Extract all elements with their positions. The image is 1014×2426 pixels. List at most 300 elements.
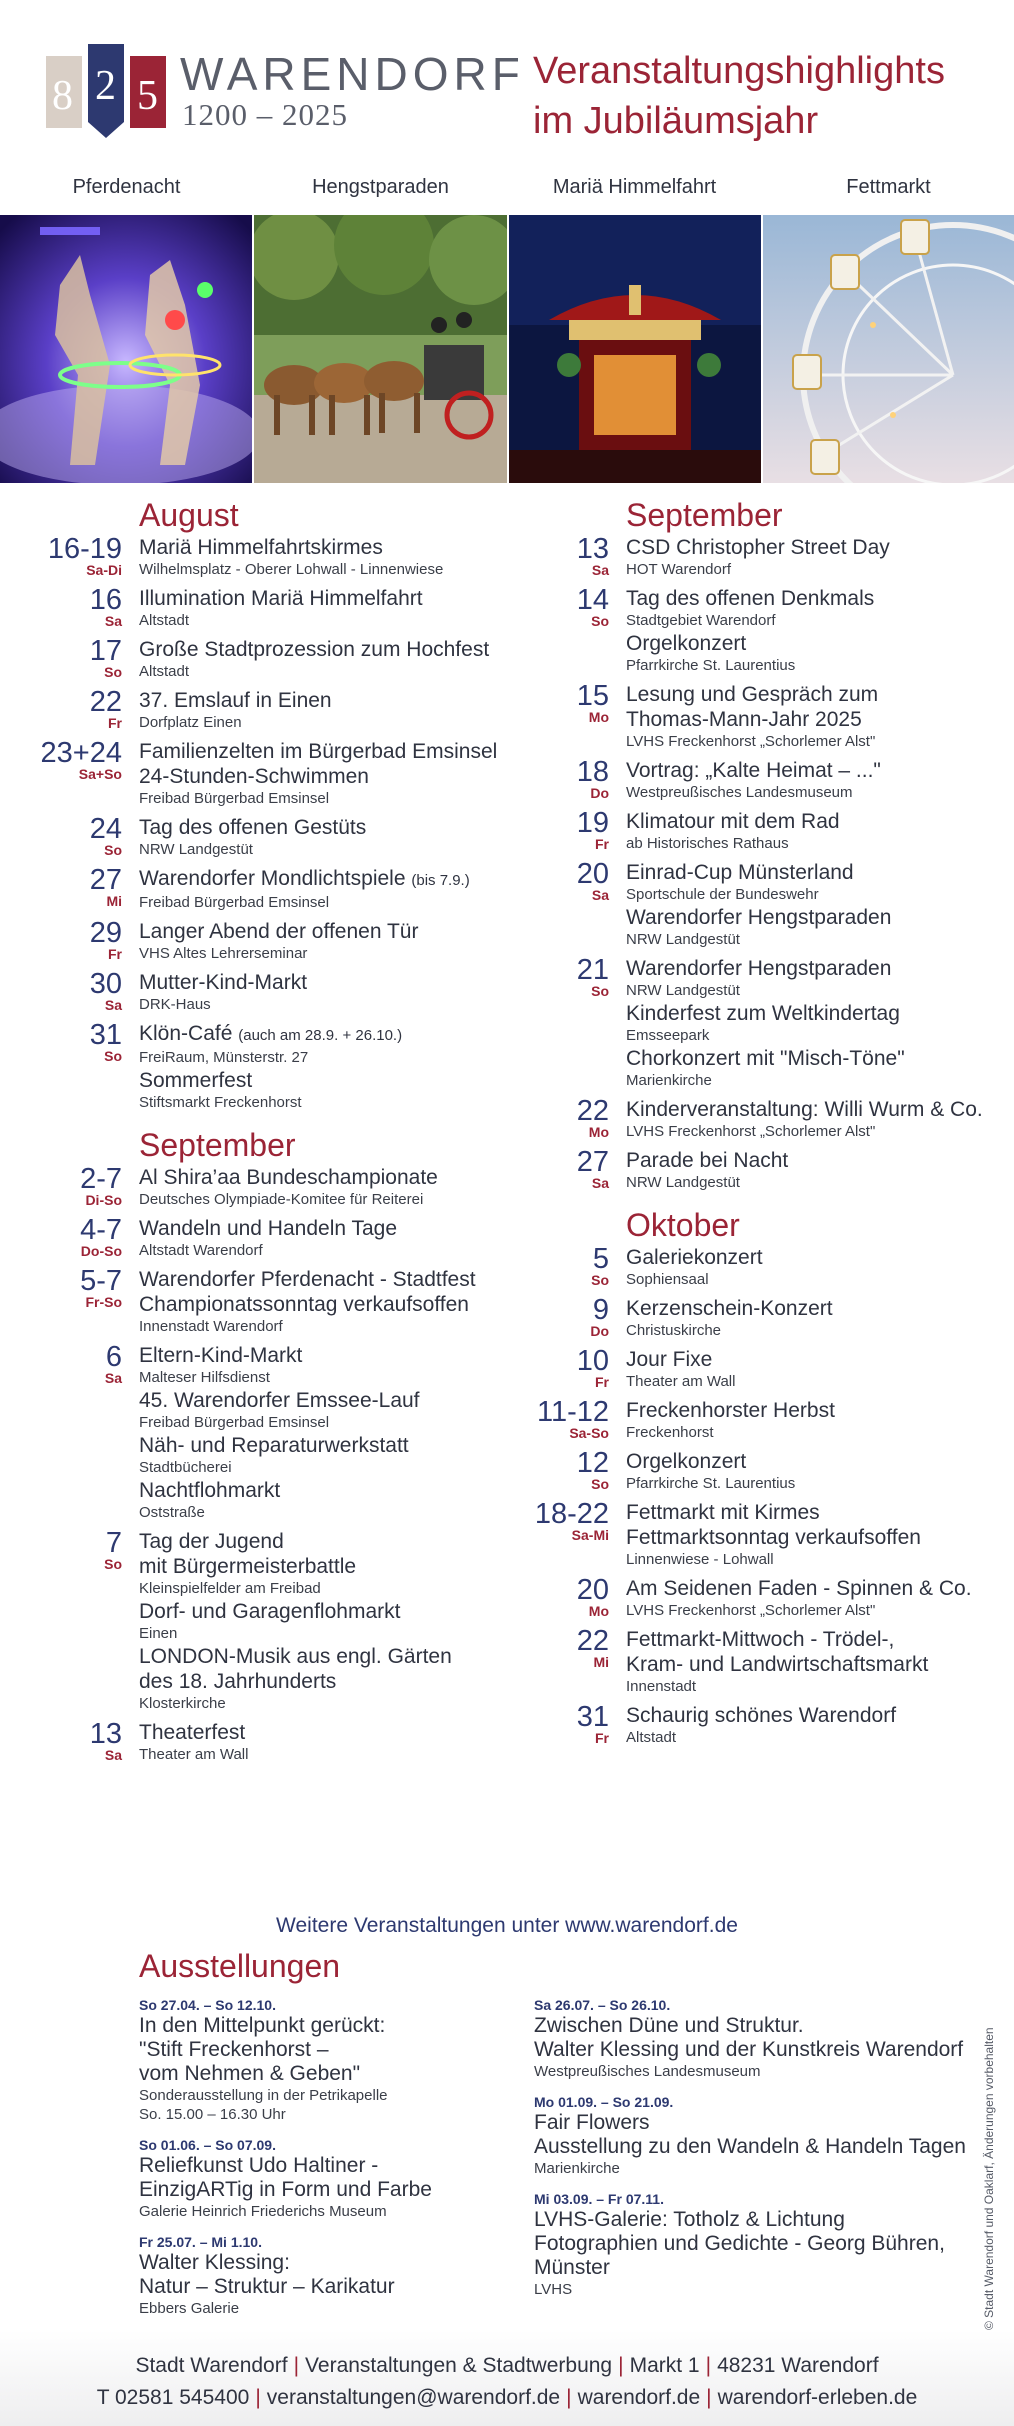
event-location: Pfarrkirche St. Laurentius xyxy=(626,1475,796,1492)
event-weekday: Sa xyxy=(104,997,122,1013)
event-location: DRK-Haus xyxy=(139,996,211,1013)
event-date: 7 xyxy=(105,1527,122,1559)
more-events-link[interactable]: Weitere Veranstaltungen unter www.warendorf.de xyxy=(276,1914,738,1937)
august-events xyxy=(0,535,510,1113)
event-title xyxy=(139,1478,510,1503)
event-weekday: Di-So xyxy=(85,1192,122,1208)
event-title-text: Orgelkonzert xyxy=(626,632,747,655)
event-location: Theater am Wall xyxy=(626,1373,736,1390)
month-september-right: September xyxy=(626,497,783,533)
exhibition-date: Sa 26.07. – So 26.10. xyxy=(534,1997,671,2013)
event-location: Stiftsmarkt Freckenhorst xyxy=(139,1094,302,1111)
event-location: ab Historisches Rathaus xyxy=(626,835,789,852)
event-title-text: Galeriekonzert xyxy=(626,1246,763,1269)
footer-separator: | xyxy=(293,2354,300,2377)
event-date: 13 xyxy=(89,1718,122,1750)
event-location: Christuskirche xyxy=(626,1322,722,1339)
exhibition-venue: Marienkirche xyxy=(534,2160,620,2177)
events-left-column xyxy=(0,495,510,1771)
event-date: 29 xyxy=(89,917,122,949)
event-title xyxy=(626,1245,1014,1270)
event-location: Freibad Bürgerbad Emsinsel xyxy=(139,790,330,807)
logo-text xyxy=(180,50,525,132)
event-location: LVHS Freckenhorst „Schorlemer Alst" xyxy=(626,1602,876,1619)
event-location: Einen xyxy=(139,1625,178,1642)
event-title-text: Schaurig schönes Warendorf xyxy=(626,1704,897,1727)
event-title-text: 45. Warendorfer Emssee-Lauf xyxy=(139,1389,420,1412)
event-title xyxy=(139,1216,510,1241)
september-events-right xyxy=(510,535,1014,1193)
exhibition-title-line: Fotographien und Gedichte - Georg Bühren, xyxy=(534,2232,945,2255)
exhibition-item xyxy=(534,2093,974,2178)
event-entry xyxy=(510,1296,1014,1341)
event-entry xyxy=(510,586,1014,676)
event-entry xyxy=(510,1449,1014,1494)
event-weekday: Fr xyxy=(108,715,122,731)
event-title xyxy=(626,586,1014,611)
event-weekday: Mi xyxy=(106,893,122,909)
event-title-text: Mutter-Kind-Markt xyxy=(139,971,308,994)
photo-fettmarkt xyxy=(763,215,1014,483)
event-title xyxy=(626,1703,1014,1728)
event-title-text: Tag der Jugend xyxy=(139,1530,284,1553)
exhibition-title-line: Walter Klessing: xyxy=(139,2251,290,2274)
event-date: 12 xyxy=(576,1447,609,1479)
exhibition-venue: Sonderausstellung in der Petrikapelle xyxy=(139,2087,388,2104)
photo-label-fettmarkt: Fettmarkt xyxy=(846,176,931,198)
event-location: Innenstadt xyxy=(626,1678,697,1695)
event-date: 5 xyxy=(592,1243,609,1275)
page-title-line-2: im Jubiläumsjahr xyxy=(533,100,819,142)
event-date: 16 xyxy=(89,584,122,616)
event-date: 6 xyxy=(105,1341,122,1373)
event-title-text: Eltern-Kind-Markt xyxy=(139,1344,303,1367)
event-entry xyxy=(510,682,1014,752)
event-weekday: So xyxy=(591,613,609,629)
footer-separator: | xyxy=(706,2386,712,2409)
event-title xyxy=(626,631,1014,656)
event-weekday: Sa xyxy=(591,562,609,578)
event-title-text: Einrad-Cup Münsterland xyxy=(626,861,854,884)
event-entry xyxy=(0,919,510,964)
event-entry xyxy=(510,1627,1014,1697)
event-title-text: CSD Christopher Street Day xyxy=(626,536,890,559)
event-date: 21 xyxy=(576,954,609,986)
event-title-text: LONDON-Musik aus engl. Gärten xyxy=(139,1645,452,1668)
event-title xyxy=(139,535,510,560)
event-date: 4-7 xyxy=(80,1214,122,1246)
event-location: Marienkirche xyxy=(626,1072,712,1089)
event-location: Sportschule der Bundeswehr xyxy=(626,886,819,903)
footer-phone[interactable]: T 02581 545400 xyxy=(96,2386,250,2409)
event-location: NRW Landgestüt xyxy=(626,1174,740,1191)
event-entry xyxy=(510,535,1014,580)
event-title xyxy=(626,1296,1014,1321)
event-entry xyxy=(0,1343,510,1523)
event-title-text: Al Shira’aa Bundeschampionate xyxy=(139,1166,438,1189)
event-title xyxy=(139,637,510,662)
event-title xyxy=(139,866,510,893)
event-title xyxy=(626,682,1014,707)
event-entry xyxy=(510,809,1014,854)
exhibition-venue: Westpreußisches Landesmuseum xyxy=(534,2063,761,2080)
event-date: 22 xyxy=(576,1095,609,1127)
event-title xyxy=(139,1021,510,1048)
event-title xyxy=(626,1576,1014,1601)
event-location: Theater am Wall xyxy=(139,1746,249,1763)
event-title-text: Nachtflohmarkt xyxy=(139,1479,281,1502)
footer xyxy=(0,2350,1014,2414)
event-entry xyxy=(0,815,510,860)
event-location: Emsseepark xyxy=(626,1027,710,1044)
event-date: 15 xyxy=(576,680,609,712)
event-weekday: Sa xyxy=(104,613,122,629)
event-location: NRW Landgestüt xyxy=(626,982,740,999)
exhibition-title-line: "Stift Freckenhorst – xyxy=(139,2038,329,2061)
event-title-note: (bis 7.9.) xyxy=(411,872,470,889)
exhibition-title-line: Ausstellung zu den Wandeln & Handeln Tagen xyxy=(534,2135,966,2158)
event-location: Deutsches Olympiade-Komitee für Reiterei xyxy=(139,1191,424,1208)
event-weekday: Sa xyxy=(591,887,609,903)
photo-strip xyxy=(0,215,1014,483)
event-title-text: Kerzenschein-Konzert xyxy=(626,1297,833,1320)
event-location: NRW Landgestüt xyxy=(626,931,740,948)
event-location: Sophiensaal xyxy=(626,1271,709,1288)
event-entry xyxy=(0,739,510,809)
footer-line-2 xyxy=(0,2382,1014,2414)
header xyxy=(0,0,1014,165)
event-date: 18-22 xyxy=(534,1498,609,1530)
event-title-text: Langer Abend der offenen Tür xyxy=(139,920,419,943)
event-title-text: Warendorfer Hengstparaden xyxy=(626,957,892,980)
event-entry xyxy=(0,1216,510,1261)
event-title-text: Näh- und Reparaturwerkstatt xyxy=(139,1434,409,1457)
event-weekday: Fr xyxy=(595,836,609,852)
event-weekday: Sa+So xyxy=(78,766,122,782)
exhibition-date: So 01.06. – So 07.09. xyxy=(139,2137,276,2153)
event-title-text: Jour Fixe xyxy=(626,1348,713,1371)
event-title xyxy=(626,905,1014,930)
event-weekday: Sa-Mi xyxy=(571,1527,609,1543)
event-title xyxy=(139,1720,510,1745)
event-title-line-2: Kram- und Landwirtschaftsmarkt xyxy=(626,1653,929,1676)
event-title xyxy=(626,1449,1014,1474)
event-entry xyxy=(510,956,1014,1091)
event-weekday: Sa xyxy=(104,1370,122,1386)
events-right-column xyxy=(510,495,1014,1754)
event-entry xyxy=(0,970,510,1015)
event-date: 30 xyxy=(89,968,122,1000)
event-date: 27 xyxy=(576,1146,609,1178)
event-entry xyxy=(0,637,510,682)
exhibition-title-line: Reliefkunst Udo Haltiner - xyxy=(139,2154,379,2177)
event-location: Malteser Hilfsdienst xyxy=(139,1369,270,1386)
event-location: LVHS Freckenhorst „Schorlemer Alst" xyxy=(626,733,876,750)
event-date: 10 xyxy=(576,1345,609,1377)
photo-label-mariae-himmelfahrt: Mariä Himmelfahrt xyxy=(552,176,717,198)
event-title-text: Warendorfer Mondlichtspiele xyxy=(139,867,406,890)
exhibition-date: Mo 01.09. – So 21.09. xyxy=(534,2094,674,2110)
event-title xyxy=(139,970,510,995)
event-location: Altstadt xyxy=(139,663,190,680)
event-entry xyxy=(0,866,510,913)
page-title xyxy=(533,46,945,146)
event-title xyxy=(626,1500,1014,1525)
event-title-line-2: Championatssonntag verkaufsoffen xyxy=(139,1293,469,1316)
event-weekday: So xyxy=(591,1272,609,1288)
event-weekday: Fr-So xyxy=(85,1294,122,1310)
event-title-line-2: 24-Stunden-Schwimmen xyxy=(139,765,369,788)
exhibition-title-line: LVHS-Galerie: Totholz & Lichtung xyxy=(534,2208,845,2231)
event-weekday: So xyxy=(104,1556,122,1572)
event-weekday: Fr xyxy=(108,946,122,962)
event-title-line-2: mit Bürgermeisterbattle xyxy=(139,1555,357,1578)
event-title xyxy=(139,739,510,764)
event-location: Freibad Bürgerbad Emsinsel xyxy=(139,894,330,911)
event-entry xyxy=(0,1267,510,1337)
event-location: Wilhelmsplatz - Oberer Lohwall - Linnenwiese xyxy=(139,561,444,578)
event-weekday: So xyxy=(104,1048,122,1064)
exhibition-venue: LVHS xyxy=(534,2281,573,2298)
event-date: 11-12 xyxy=(536,1396,609,1428)
event-title xyxy=(626,956,1014,981)
event-title-text: Fettmarkt-Mittwoch - Trödel-, xyxy=(626,1628,895,1651)
month-oktober: Oktober xyxy=(626,1207,740,1243)
event-title-text: Warendorfer Hengstparaden xyxy=(626,906,892,929)
event-title-text: Sommerfest xyxy=(139,1069,253,1092)
logo-digit-8: 8 xyxy=(52,73,73,119)
event-title-text: Mariä Himmelfahrtskirmes xyxy=(139,536,383,559)
event-title-text: Vortrag: „Kalte Heimat – ..." xyxy=(626,759,881,782)
footer-website[interactable]: warendorf.de xyxy=(577,2386,701,2409)
event-date: 5-7 xyxy=(80,1265,122,1297)
event-location: Altstadt Warendorf xyxy=(139,1242,263,1259)
event-weekday: Mo xyxy=(588,709,609,725)
event-location: Freckenhorst xyxy=(626,1424,714,1441)
event-title xyxy=(139,1343,510,1368)
event-entry xyxy=(510,1245,1014,1290)
event-title xyxy=(626,1046,1014,1071)
event-weekday: So xyxy=(104,664,122,680)
event-weekday: Do xyxy=(590,1323,609,1339)
event-entry xyxy=(510,1148,1014,1193)
event-weekday: So xyxy=(591,983,609,999)
exhibition-title-line: Zwischen Düne und Struktur. xyxy=(534,2014,804,2037)
event-location: Stadtbücherei xyxy=(139,1459,232,1476)
exhibition-item xyxy=(139,2136,519,2221)
event-weekday: Sa-Di xyxy=(86,562,122,578)
event-title xyxy=(626,1398,1014,1423)
oktober-events xyxy=(510,1245,1014,1748)
event-title xyxy=(139,919,510,944)
event-location: Altstadt xyxy=(139,612,190,629)
event-location: Klosterkirche xyxy=(139,1695,226,1712)
event-entry xyxy=(510,860,1014,950)
event-entry xyxy=(510,1500,1014,1570)
exhibitions-right xyxy=(534,1996,974,2311)
event-date: 2-7 xyxy=(80,1163,122,1195)
event-title xyxy=(139,1068,510,1093)
event-entry xyxy=(510,1398,1014,1443)
event-date: 16-19 xyxy=(47,533,122,565)
event-entry xyxy=(510,1703,1014,1748)
photo-hengstparaden xyxy=(254,215,507,483)
event-date: 24 xyxy=(89,813,122,845)
exhibitions-left xyxy=(139,1996,519,2330)
event-weekday: Mo xyxy=(588,1124,609,1140)
footer-department: Veranstaltungen & Stadtwerbung xyxy=(305,2354,613,2377)
event-weekday: Sa xyxy=(104,1747,122,1763)
event-date: 9 xyxy=(592,1294,609,1326)
event-title-text: Kinderveranstaltung: Willi Wurm & Co. xyxy=(626,1098,983,1121)
event-title xyxy=(626,860,1014,885)
event-title-text: Klön-Café xyxy=(139,1022,233,1045)
event-title xyxy=(139,1529,510,1554)
event-title-line-2: des 18. Jahrhunderts xyxy=(139,1670,337,1693)
event-entry xyxy=(0,1165,510,1210)
photo-labels xyxy=(0,176,1014,206)
photo-label-hengstparaden: Hengstparaden xyxy=(312,176,449,198)
month-august: August xyxy=(139,497,239,533)
event-entry xyxy=(0,1720,510,1765)
event-weekday: Fr xyxy=(595,1730,609,1746)
event-title xyxy=(626,1097,1014,1122)
event-date: 20 xyxy=(576,858,609,890)
exhibition-item xyxy=(139,2233,519,2318)
event-weekday: Fr xyxy=(595,1374,609,1390)
footer-city: Stadt Warendorf xyxy=(135,2354,288,2377)
september-events-left xyxy=(0,1165,510,1765)
exhibition-title-line: Natur – Struktur – Karikatur xyxy=(139,2275,395,2298)
exhibition-title-line: In den Mittelpunkt gerückt: xyxy=(139,2014,386,2037)
month-september-left: September xyxy=(139,1127,296,1163)
footer-separator: | xyxy=(705,2354,712,2377)
footer-separator: | xyxy=(618,2354,624,2377)
event-date: 14 xyxy=(576,584,609,616)
event-location: Oststraße xyxy=(139,1504,205,1521)
event-entry xyxy=(0,586,510,631)
event-location: Innenstadt Warendorf xyxy=(139,1318,283,1335)
footer-postcode: 48231 Warendorf xyxy=(717,2354,879,2377)
event-title xyxy=(139,815,510,840)
exhibition-date: So 27.04. – So 12.10. xyxy=(139,1997,276,2013)
event-title-text: Lesung und Gespräch zum xyxy=(626,683,879,706)
footer-street: Markt 1 xyxy=(629,2354,700,2377)
event-location: LVHS Freckenhorst „Schorlemer Alst" xyxy=(626,1123,876,1140)
event-title xyxy=(626,535,1014,560)
exhibitions-title: Ausstellungen xyxy=(139,1948,341,1984)
event-title-text: Dorf- und Garagenflohmarkt xyxy=(139,1600,401,1623)
page-title-line-1: Veranstaltungshighlights xyxy=(533,50,945,92)
event-location: Westpreußisches Landesmuseum xyxy=(626,784,853,801)
event-entry xyxy=(510,1097,1014,1142)
event-date: 31 xyxy=(89,1019,122,1051)
event-date: 17 xyxy=(89,635,122,667)
event-title-text: Kinderfest zum Weltkindertag xyxy=(626,1002,900,1025)
event-date: 22 xyxy=(89,686,122,718)
event-date: 13 xyxy=(576,533,609,565)
logo-years: 1200 – 2025 xyxy=(182,97,348,132)
event-weekday: Do xyxy=(590,785,609,801)
event-title xyxy=(626,1148,1014,1173)
event-entry xyxy=(0,1021,510,1113)
photo-pferdenacht xyxy=(0,215,252,483)
event-weekday: Mi xyxy=(593,1654,609,1670)
event-weekday: So xyxy=(591,1476,609,1492)
logo-digit-5: 5 xyxy=(137,73,158,119)
event-title-text: Chorkonzert mit "Misch-Töne" xyxy=(626,1047,905,1070)
event-location: Altstadt xyxy=(626,1729,677,1746)
event-title xyxy=(626,1627,1014,1652)
exhibition-title-line: Fair Flowers xyxy=(534,2111,650,2134)
event-title xyxy=(626,1347,1014,1372)
event-title-text: Tag des offenen Gestüts xyxy=(139,816,367,839)
event-title xyxy=(139,1599,510,1624)
event-title xyxy=(626,1001,1014,1026)
event-date: 22 xyxy=(576,1625,609,1657)
event-title xyxy=(139,688,510,713)
footer-separator: | xyxy=(255,2386,261,2409)
event-weekday: Sa xyxy=(591,1175,609,1191)
event-location: VHS Altes Lehrerseminar xyxy=(139,945,308,962)
event-title xyxy=(139,1267,510,1292)
event-date: 18 xyxy=(576,756,609,788)
event-entry xyxy=(0,688,510,733)
footer-separator: | xyxy=(566,2386,572,2409)
event-date: 23+24 xyxy=(40,737,122,769)
event-title-text: Fettmarkt mit Kirmes xyxy=(626,1501,820,1524)
event-location: Kleinspielfelder am Freibad xyxy=(139,1580,321,1597)
event-title-text: Freckenhorster Herbst xyxy=(626,1399,835,1422)
event-title xyxy=(626,758,1014,783)
event-date: 19 xyxy=(576,807,609,839)
exhibition-date: Mi 03.09. – Fr 07.11. xyxy=(534,2191,664,2207)
exhibition-item xyxy=(139,1996,519,2124)
exhibition-date: Fr 25.07. – Mi 1.10. xyxy=(139,2234,262,2250)
event-weekday: So xyxy=(104,842,122,858)
event-title-text: Orgelkonzert xyxy=(626,1450,747,1473)
event-title-text: Klimatour mit dem Rad xyxy=(626,810,840,833)
exhibition-venue: Galerie Heinrich Friederichs Museum xyxy=(139,2203,387,2220)
event-title-text: 37. Emslauf in Einen xyxy=(139,689,332,712)
event-title-text: Theaterfest xyxy=(139,1721,246,1744)
event-title xyxy=(139,586,510,611)
footer-website-erleben[interactable]: warendorf-erleben.de xyxy=(717,2386,918,2409)
event-date: 20 xyxy=(576,1574,609,1606)
event-title-text: Parade bei Nacht xyxy=(626,1149,789,1172)
photo-mariae-himmelfahrt xyxy=(509,215,761,483)
photo-label-pferdenacht: Pferdenacht xyxy=(72,176,181,198)
event-entry xyxy=(0,535,510,580)
event-title xyxy=(626,809,1014,834)
event-title-text: Am Seidenen Faden - Spinnen & Co. xyxy=(626,1577,972,1600)
event-location: Stadtgebiet Warendorf xyxy=(626,612,776,629)
event-title-text: Familienzelten im Bürgerbad Emsinsel xyxy=(139,740,498,763)
event-title xyxy=(139,1165,510,1190)
exhibition-venue: Ebbers Galerie xyxy=(139,2300,240,2317)
logo-name: WARENDORF xyxy=(180,48,525,100)
event-date: 27 xyxy=(89,864,122,896)
footer-line-1 xyxy=(0,2350,1014,2382)
event-title xyxy=(139,1433,510,1458)
event-location: Dorfplatz Einen xyxy=(139,714,242,731)
event-entry xyxy=(510,1347,1014,1392)
event-location: Linnenwiese - Lohwall xyxy=(626,1551,774,1568)
event-location: HOT Warendorf xyxy=(626,561,732,578)
event-title-text: Warendorfer Pferdenacht - Stadtfest xyxy=(139,1268,476,1291)
footer-email[interactable]: veranstaltungen@warendorf.de xyxy=(266,2386,561,2409)
exhibition-item xyxy=(534,1996,974,2081)
